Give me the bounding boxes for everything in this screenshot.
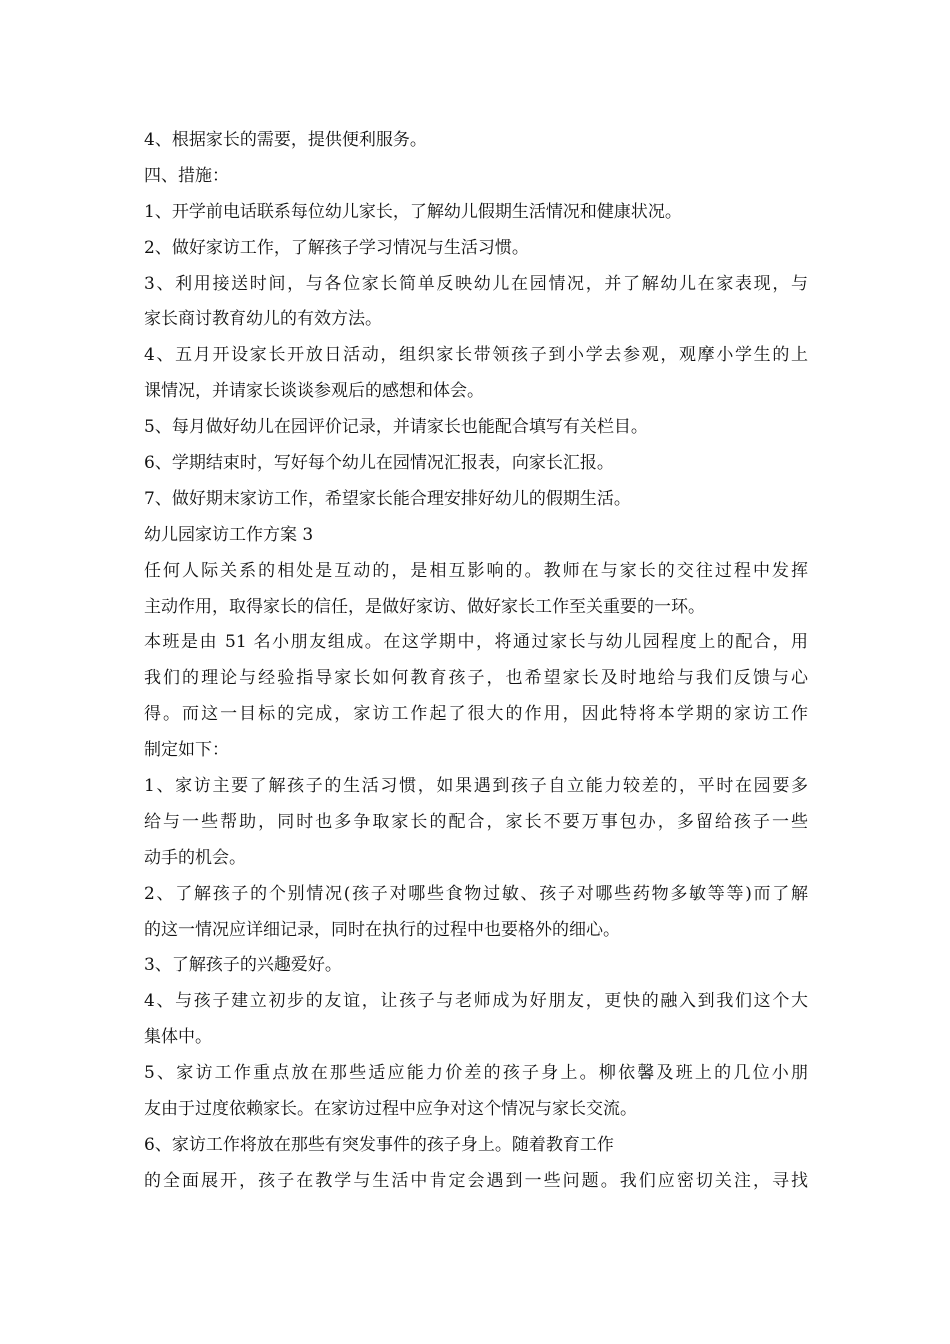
text-line: 2、做好家访工作，了解孩子学习情况与生活习惯。 bbox=[144, 237, 529, 258]
text-line: 5、每月做好幼儿在园评价记录，并请家长也能配合填写有关栏目。 bbox=[144, 417, 648, 438]
text-line: 得。而这一目标的完成，家访工作起了很大的作用，因此特将本学期的家访工作 bbox=[144, 704, 808, 725]
text-line: 1、开学前电话联系每位幼儿家长，了解幼儿假期生活情况和健康状况。 bbox=[144, 201, 682, 222]
text-line: 制定如下： bbox=[144, 740, 229, 761]
text-line: 3、了解孩子的兴趣爱好。 bbox=[144, 955, 342, 976]
text-line: 6、学期结束时，写好每个幼儿在园情况汇报表，向家长汇报。 bbox=[144, 453, 614, 474]
text-line: 友由于过度依赖家长。在家访过程中应争对这个情况与家长交流。 bbox=[144, 1099, 637, 1120]
text-line: 幼儿园家访工作方案 3 bbox=[144, 524, 314, 545]
text-line: 主动作用，取得家长的信任，是做好家访、做好家长工作至关重要的一环。 bbox=[144, 596, 705, 617]
text-line: 6、家访工作将放在那些有突发事件的孩子身上。随着教育工作 bbox=[144, 1134, 614, 1155]
text-line: 集体中。 bbox=[144, 1027, 212, 1048]
text-line: 5、家访工作重点放在那些适应能力价差的孩子身上。柳依馨及班上的几位小朋 bbox=[144, 1063, 808, 1084]
text-line: 家长商讨教育幼儿的有效方法。 bbox=[144, 309, 382, 330]
text-line: 4、五月开设家长开放日活动，组织家长带领孩子到小学去参观，观摩小学生的上 bbox=[144, 345, 808, 366]
text-line: 我们的理论与经验指导家长如何教育孩子，也希望家长及时地给与我们反馈与心 bbox=[144, 668, 808, 689]
text-line: 1、家访主要了解孩子的生活习惯，如果遇到孩子自立能力较差的，平时在园要多 bbox=[144, 776, 808, 797]
text-line: 4、根据家长的需要，提供便利服务。 bbox=[144, 130, 427, 150]
text-line: 给与一些帮助，同时也多争取家长的配合，家长不要万事包办，多留给孩子一些 bbox=[144, 811, 808, 832]
text-line: 任何人际关系的相处是互动的，是相互影响的。教师在与家长的交往过程中发挥 bbox=[144, 560, 808, 581]
text-line: 3、利用接送时间，与各位家长简单反映幼儿在园情况，并了解幼儿在家表现，与 bbox=[144, 273, 808, 294]
document-body bbox=[144, 123, 808, 1200]
text-line: 4、与孩子建立初步的友谊，让孩子与老师成为好朋友，更快的融入到我们这个大 bbox=[144, 991, 808, 1012]
text-line: 动手的机会。 bbox=[144, 847, 246, 868]
text-line: 本班是由 51 名小朋友组成。在这学期中，将通过家长与幼儿园程度上的配合，用 bbox=[144, 632, 808, 653]
text-line: 课情况，并请家长谈谈参观后的感想和体会。 bbox=[144, 381, 484, 402]
text-line: 2、了解孩子的个别情况(孩子对哪些食物过敏、孩子对哪些药物多敏等等)而了解 bbox=[144, 883, 808, 904]
text-line: 的全面展开，孩子在教学与生活中肯定会遇到一些问题。我们应密切关注，寻找 bbox=[144, 1170, 808, 1191]
text-line: 四、措施： bbox=[144, 165, 229, 186]
text-line: 的这一情况应详细记录，同时在执行的过程中也要格外的细心。 bbox=[144, 919, 620, 940]
text-line: 7、做好期末家访工作，希望家长能合理安排好幼儿的假期生活。 bbox=[144, 488, 631, 509]
